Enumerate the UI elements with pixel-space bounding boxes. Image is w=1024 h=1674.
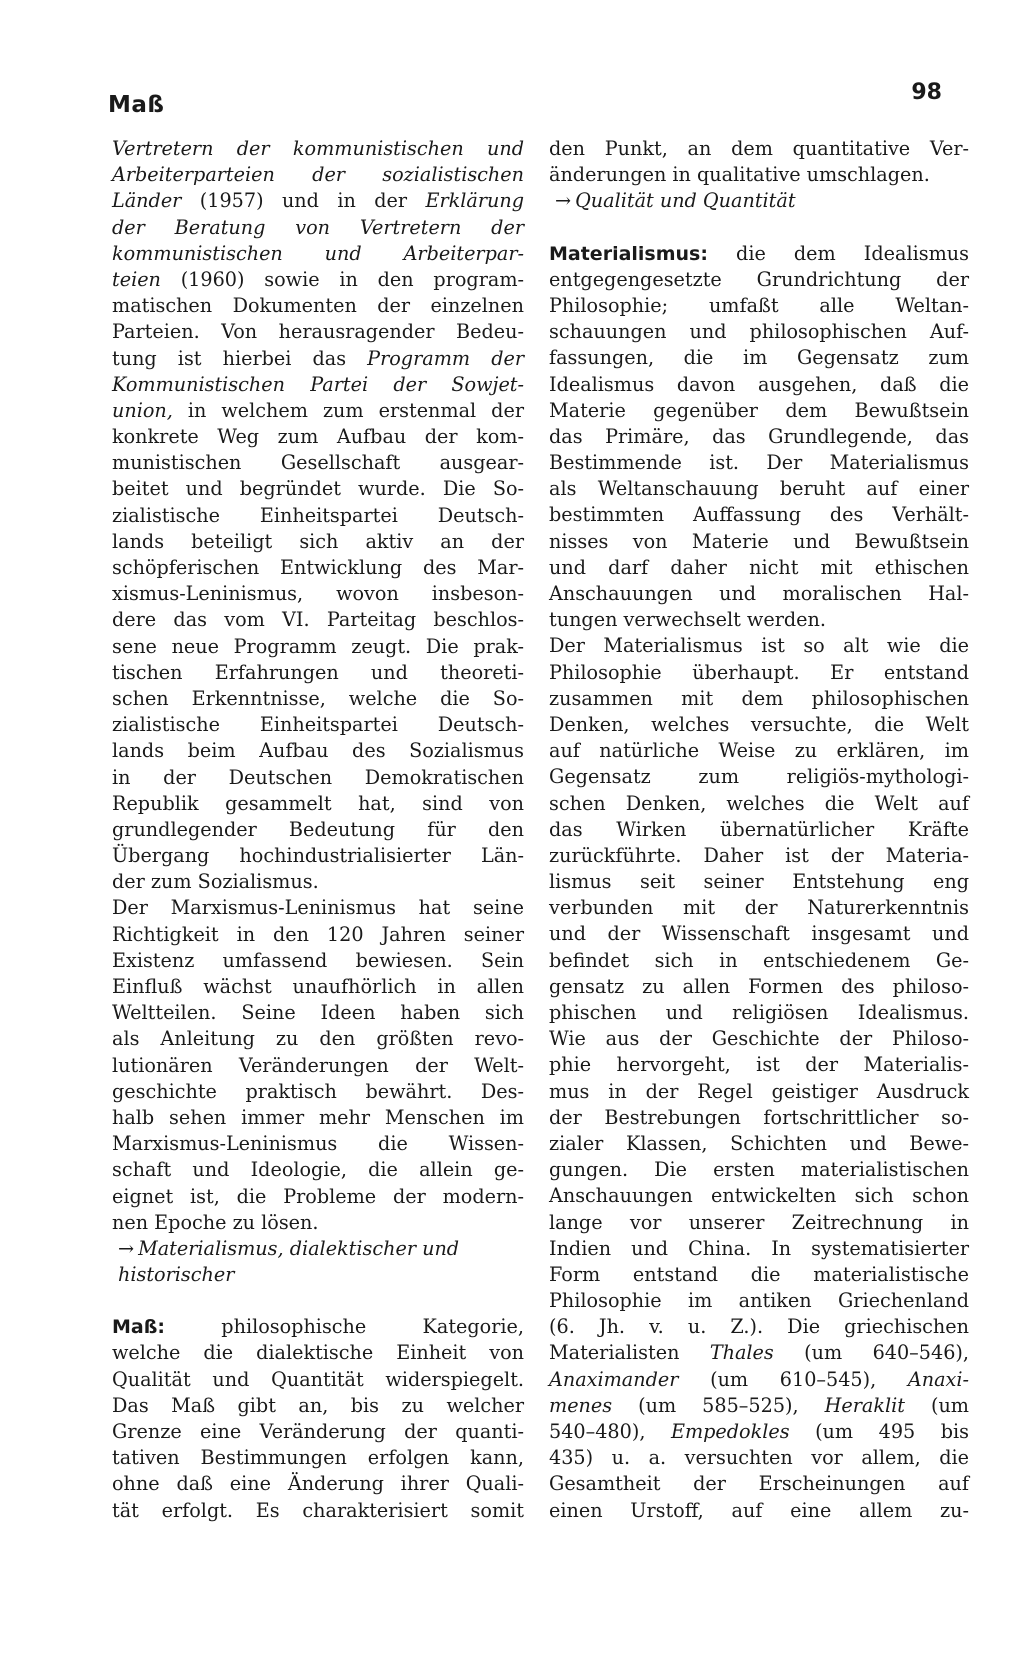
text-line <box>112 1419 524 1445</box>
text-run: befindet sich in entschiedenem Ge- <box>549 948 969 972</box>
text-run: in welchem zum erstenmal der <box>172 398 524 422</box>
cross-reference[interactable] <box>549 188 969 214</box>
text-run: tischen Erfahrungen und theoreti- <box>112 660 524 684</box>
text-line <box>549 1262 969 1288</box>
text-run: (um 585–525), <box>612 1393 825 1417</box>
paragraph-mass-end <box>549 136 969 188</box>
text-line <box>112 1131 524 1157</box>
text-run: zialer Klassen, Schichten und Bewe- <box>549 1131 969 1155</box>
text-line <box>549 1052 969 1078</box>
text-run: (um 640–546), <box>773 1341 969 1365</box>
text-run: Philosophie überhaupt. Er entstand <box>549 660 969 684</box>
text-run: tung ist hierbei das <box>112 346 368 370</box>
text-line <box>112 555 524 581</box>
text-run: Parteien. Von herausragender Bedeu- <box>112 320 524 344</box>
text-line <box>549 372 969 398</box>
text-run: einen Urstoff, auf eine allem zu- <box>549 1498 969 1522</box>
text-line <box>549 843 969 869</box>
text-run: Das Maß gibt an, bis zu welcher <box>112 1393 524 1417</box>
text-run: Anschauungen und moralischen Hal- <box>549 582 969 605</box>
text-run: tungen verwechselt werden. <box>549 608 826 632</box>
text-line <box>112 895 524 921</box>
text-run: der Bestrebungen fortschrittlicher so- <box>549 1105 969 1129</box>
italic-text: der Beratung von Vertretern der <box>112 215 524 239</box>
text-run: schaft und Ideologie, die allein ge- <box>112 1158 524 1182</box>
left-column <box>112 136 524 1524</box>
text-run: Philosophie im antiken Griechenland <box>549 1289 969 1313</box>
text-line <box>549 738 969 764</box>
text-line <box>549 607 969 633</box>
text-run: Weltteilen. Seine Ideen haben sich <box>112 1001 524 1025</box>
text-run: grundlegender Bedeutung für den <box>112 817 524 841</box>
text-line <box>112 215 524 241</box>
text-run: zurückführte. Daher ist der Materia- <box>549 843 969 867</box>
text-line <box>549 319 969 345</box>
text-run: Richtigkeit in den 120 Jahren seiner <box>112 922 524 946</box>
text-run: nen Epoche zu lösen. <box>112 1210 319 1234</box>
text-run: Philosophie; umfaßt alle Weltan- <box>549 293 969 317</box>
text-run: zialistische Einheitspartei Deutsch- <box>112 713 524 737</box>
text-run: beitet und begründet wurde. Die So- <box>112 477 524 501</box>
text-run: in der Deutschen Demokratischen <box>112 765 524 789</box>
text-line <box>549 450 969 476</box>
text-line <box>549 136 969 162</box>
text-run: munistischen Gesellschaft ausgear- <box>112 451 524 475</box>
text-run: philosophische Kategorie, <box>165 1315 524 1339</box>
text-line <box>112 765 524 791</box>
text-line <box>549 660 969 686</box>
text-line <box>549 686 969 712</box>
italic-text: teien <box>112 267 161 291</box>
text-line <box>549 921 969 947</box>
arrow-right-icon: → <box>555 189 572 213</box>
text-line <box>549 267 969 293</box>
italic-text: Empedokles <box>670 1420 790 1443</box>
right-column <box>549 136 969 1524</box>
text-line <box>549 1393 969 1419</box>
text-run: mus in der Regel geistiger Ausdruck <box>549 1079 969 1103</box>
text-run: phischen und religiösen Idealismus. <box>549 1001 969 1024</box>
paragraph-marxism-leninism <box>112 895 524 1235</box>
text-run: schauungen und philosophischen Auf- <box>549 320 969 344</box>
text-line <box>549 1498 969 1524</box>
text-line <box>549 1471 969 1497</box>
text-line <box>549 1340 969 1366</box>
entry-separator <box>112 1288 524 1314</box>
text-line <box>112 503 524 529</box>
text-line <box>112 1053 524 1079</box>
arrow-right-icon: → <box>118 1236 135 1260</box>
italic-text: Heraklit <box>824 1393 905 1417</box>
text-line <box>549 974 969 1000</box>
text-run: und darf daher nicht mit ethischen <box>549 555 969 579</box>
cross-reference-text: Materialismus, dialektischer und <box>138 1236 460 1260</box>
text-run: Gegensatz zum religiös-mythologi- <box>549 765 969 789</box>
text-run: geschichte praktisch bewährt. Des- <box>112 1079 524 1103</box>
text-line <box>112 346 524 372</box>
running-head-keyword: Maß <box>108 92 165 118</box>
italic-text: Kommunistischen Partei der Sowjet- <box>112 372 524 396</box>
text-line <box>549 1314 969 1340</box>
text-run: dere das vom VI. Parteitag beschlos- <box>112 608 524 632</box>
text-line <box>112 1079 524 1105</box>
text-run: schen Erkenntnisse, welche die So- <box>112 686 524 710</box>
text-line <box>112 686 524 712</box>
paragraph-continuation <box>112 136 524 895</box>
text-line <box>112 817 524 843</box>
italic-text: kommunistischen und Arbeiterpar- <box>112 241 524 265</box>
text-run: den Punkt, an dem quantitative Ver- <box>549 137 969 160</box>
text-run: lange vor unserer Zeitrechnung in <box>549 1210 969 1234</box>
text-run: Materialisten <box>549 1341 710 1365</box>
text-run: schöpferischen Entwicklung des Mar- <box>112 556 524 579</box>
text-run: konkrete Weg zum Aufbau der kom- <box>112 425 524 449</box>
text-run: Materie gegenüber dem Bewußtsein <box>549 398 969 422</box>
italic-text: Länder <box>112 189 182 213</box>
text-line <box>112 922 524 948</box>
text-run: Wie aus der Geschichte der Philoso- <box>549 1027 969 1051</box>
text-run: änderungen in qualitative umschlagen. <box>549 163 930 187</box>
text-line <box>112 136 524 162</box>
text-run: Denken, welches versuchte, die Welt <box>549 712 969 736</box>
text-run: Republik gesammelt hat, sind von <box>112 791 524 815</box>
text-run: schen Denken, welches die Welt auf <box>549 791 969 815</box>
text-line <box>549 424 969 450</box>
text-line <box>112 634 524 660</box>
text-line <box>112 607 524 633</box>
text-line <box>112 738 524 764</box>
text-line <box>112 1000 524 1026</box>
text-line <box>112 1340 524 1366</box>
text-line <box>549 345 969 371</box>
text-line <box>112 1157 524 1183</box>
text-line <box>112 424 524 450</box>
text-run: ohne daß eine Änderung ihrer Quali- <box>112 1472 524 1496</box>
text-line <box>112 1445 524 1471</box>
text-line <box>549 581 969 607</box>
text-run: und der Wissenschaft insgesamt und <box>549 922 969 946</box>
text-run: phie hervorgeht, ist der Materialis- <box>549 1053 969 1077</box>
text-line <box>112 188 524 214</box>
text-run: Form entstand die materialistische <box>549 1262 969 1286</box>
text-run: Idealismus davon ausgehen, daß die <box>549 372 969 396</box>
cross-reference[interactable] <box>112 1236 524 1262</box>
text-line <box>112 843 524 869</box>
italic-text: Erklärung <box>425 189 524 213</box>
text-line <box>549 162 969 188</box>
text-line <box>549 476 969 502</box>
text-run: zusammen mit dem philosophischen <box>549 686 969 710</box>
text-run: Anschauungen entwickelten sich schon <box>549 1184 969 1208</box>
text-line <box>549 1419 969 1445</box>
text-line <box>112 1314 524 1340</box>
text-run: halb sehen immer mehr Menschen im <box>112 1105 524 1129</box>
text-line <box>112 372 524 398</box>
text-line <box>112 1367 524 1393</box>
text-line <box>549 1079 969 1105</box>
text-run: die dem Idealismus <box>707 241 969 265</box>
text-run: nisses von Materie und Bewußtsein <box>549 529 969 553</box>
italic-text: menes <box>549 1393 613 1417</box>
text-run: xismus-Leninismus, wovon insbeson- <box>112 582 524 606</box>
text-run: verbunden mit der Naturerkenntnis <box>549 896 969 920</box>
entry-materialismus-body <box>549 241 969 634</box>
text-run: entgegengesetzte Grundrichtung der <box>549 267 969 291</box>
text-run: eignet ist, die Probleme der modern- <box>112 1184 524 1208</box>
text-run: Der Materialismus ist so alt wie die <box>549 634 969 658</box>
text-run: als Anleitung zu den größten revo- <box>112 1027 524 1051</box>
text-run: lutionären Veränderungen der Welt- <box>112 1053 524 1077</box>
entry-keyword: Materialismus: <box>549 242 708 265</box>
text-line <box>549 1157 969 1183</box>
text-run: tativen Bestimmungen erfolgen kann, <box>112 1446 524 1470</box>
text-line <box>549 529 969 555</box>
text-line <box>112 529 524 555</box>
text-run: lismus seit seiner Entstehung eng <box>549 870 969 894</box>
cross-reference-text: Qualität und Quantität <box>575 189 796 213</box>
entry-materialismus <box>549 241 969 1524</box>
text-line <box>549 293 969 319</box>
text-line <box>549 869 969 895</box>
text-line <box>549 1183 969 1209</box>
text-run: 435) u. a. versuchten vor allem, die <box>549 1446 969 1470</box>
text-run: Indien und China. In systematisierter <box>549 1236 969 1260</box>
text-line <box>112 581 524 607</box>
text-line <box>549 1445 969 1471</box>
text-run: 540–480), <box>549 1420 671 1443</box>
text-run: zialistische Einheitspartei Deutsch- <box>112 503 524 527</box>
text-run: lands beim Aufbau des Sozialismus <box>112 739 524 763</box>
text-run: bestimmten Auffassung des Verhält- <box>549 503 969 527</box>
text-line <box>112 1105 524 1131</box>
italic-text: Anaximander <box>549 1367 679 1391</box>
text-line <box>112 398 524 424</box>
text-run: (um <box>904 1393 969 1417</box>
text-line <box>549 1026 969 1052</box>
text-run: gensatz zu allen Formen des philoso- <box>549 974 969 998</box>
text-line <box>112 241 524 267</box>
text-line <box>112 1210 524 1236</box>
text-line <box>112 319 524 345</box>
text-line <box>549 633 969 659</box>
text-line <box>549 1000 969 1026</box>
text-run: Marxismus-Leninismus die Wissen- <box>112 1132 524 1156</box>
text-run: Übergang hochindustrialisierter Län- <box>112 844 524 868</box>
italic-text: Programm der <box>367 346 524 370</box>
text-line <box>549 1367 969 1393</box>
entry-keyword: Maß: <box>112 1316 165 1339</box>
text-run: (1957) und in der <box>181 189 426 213</box>
text-run: lands beteiligt sich aktiv an der <box>112 529 524 553</box>
text-run: Qualität und Quantität widerspiegelt. <box>112 1367 524 1391</box>
text-line <box>112 1184 524 1210</box>
italic-text: union, <box>112 398 173 422</box>
text-line <box>549 1288 969 1314</box>
text-line <box>549 1210 969 1236</box>
text-line <box>112 1498 524 1524</box>
text-line <box>549 502 969 528</box>
text-run: Einfluß wächst unaufhörlich in allen <box>112 975 524 998</box>
text-line <box>112 450 524 476</box>
text-line <box>549 764 969 790</box>
text-line <box>112 712 524 738</box>
text-line <box>549 1131 969 1157</box>
italic-text: Thales <box>709 1341 774 1365</box>
text-run: sene neue Programm zeugt. Die prak- <box>112 634 524 658</box>
text-run: (1960) sowie in den program- <box>160 267 524 291</box>
text-line <box>549 948 969 974</box>
entry-mass-body <box>112 1314 524 1524</box>
text-run: tät erfolgt. Es charakterisiert somit <box>112 1498 524 1522</box>
text-run: auf natürliche Weise zu erklären, im <box>549 739 969 763</box>
text-line <box>549 895 969 921</box>
text-line <box>549 1236 969 1262</box>
page-number: 98 <box>911 80 942 105</box>
entry-mass <box>112 1314 524 1524</box>
entry-separator <box>549 215 969 241</box>
text-run: matischen Dokumenten der einzelnen <box>112 294 524 318</box>
text-line <box>549 817 969 843</box>
text-line <box>112 791 524 817</box>
text-line <box>112 476 524 502</box>
text-run: (6. Jh. v. u. Z.). Die griechischen <box>549 1315 969 1339</box>
text-line <box>112 869 524 895</box>
text-line <box>549 398 969 424</box>
italic-text: Vertretern der kommunistischen und <box>112 137 524 160</box>
text-line <box>112 293 524 319</box>
text-line <box>549 555 969 581</box>
text-line <box>112 162 524 188</box>
italic-text: Anaxi- <box>907 1367 969 1391</box>
text-run: fassungen, die im Gegensatz zum <box>549 346 969 370</box>
text-run: Gesamtheit der Erscheinungen auf <box>549 1472 969 1496</box>
italic-text: Arbeiterparteien der sozialistischen <box>112 163 524 187</box>
text-line <box>112 267 524 293</box>
text-line <box>112 660 524 686</box>
text-run: gungen. Die ersten materialistischen <box>549 1158 969 1182</box>
text-run: das Wirken übernatürlicher Kräfte <box>549 817 969 841</box>
text-line <box>112 974 524 1000</box>
text-run: als Weltanschauung beruht auf einer <box>549 477 969 501</box>
text-run: welche die dialektische Einheit von <box>112 1341 524 1365</box>
text-line <box>112 1026 524 1052</box>
text-run: Grenze eine Veränderung der quanti- <box>112 1420 524 1443</box>
text-run: das Primäre, das Grundlegende, das <box>549 424 969 448</box>
text-run: Bestimmende ist. Der Materialismus <box>549 451 969 475</box>
text-line <box>549 712 969 738</box>
paragraph-materialism-history <box>549 633 969 1523</box>
text-line <box>112 948 524 974</box>
text-run: der zum Sozialismus. <box>112 870 319 894</box>
text-line <box>549 241 969 267</box>
text-run: Der Marxismus-Leninismus hat seine <box>112 896 524 920</box>
text-run: (um 610–545), <box>678 1367 908 1391</box>
text-run: (um 495 bis <box>789 1420 969 1443</box>
text-line <box>112 1471 524 1497</box>
text-run: Existenz umfassend bewiesen. Sein <box>112 948 524 972</box>
text-line <box>549 1105 969 1131</box>
text-line <box>112 1393 524 1419</box>
cross-reference-continued: historischer <box>118 1263 235 1287</box>
text-line <box>549 791 969 817</box>
